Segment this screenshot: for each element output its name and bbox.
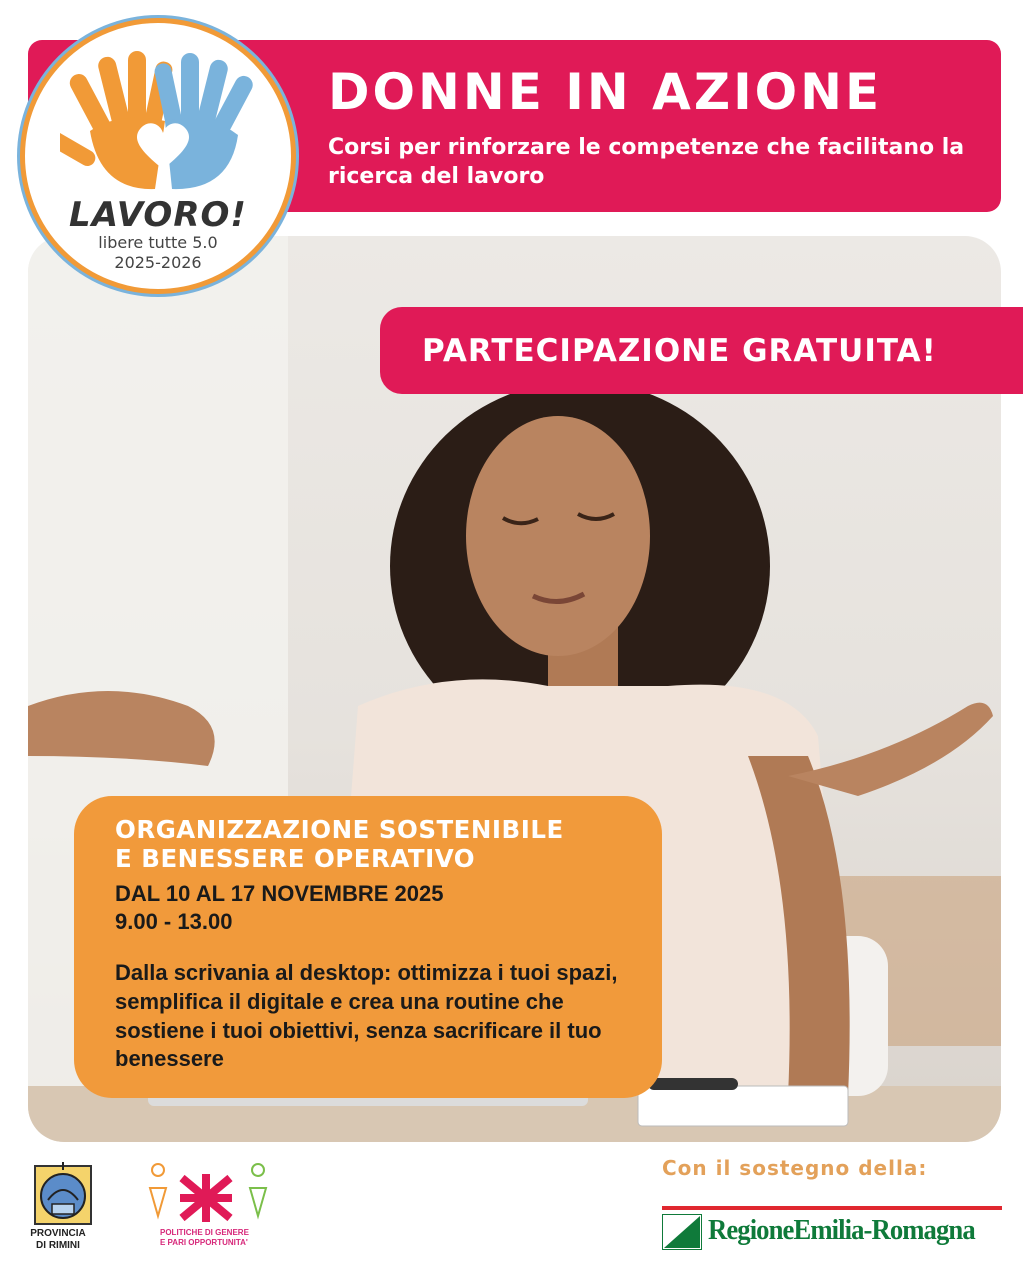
course-title	[115, 816, 638, 874]
hands-heart-icon	[60, 51, 260, 201]
provincia-line-2: DI RIMINI	[36, 1239, 80, 1251]
support-text: Con il sostegno della:	[662, 1156, 928, 1180]
logo-word: LAVORO!	[69, 195, 247, 235]
page-subtitle: Corsi per rinforzare le competenze che facilitano la ricerca del lavoro	[328, 135, 965, 190]
logo-line-2: 2025-2026	[114, 253, 202, 272]
course-schedule	[115, 880, 638, 937]
logo-line-1: libere tutte 5.0	[98, 233, 218, 252]
free-participation-banner	[380, 307, 1023, 394]
course-title-line-2: E BENESSERE OPERATIVO	[115, 843, 476, 873]
politiche-label	[160, 1228, 280, 1247]
course-title-line-1: ORGANIZZAZIONE SOSTENIBILE	[115, 815, 564, 844]
course-hours: 9.00 - 13.00	[115, 909, 233, 935]
provincia-rimini-crest-icon	[34, 1160, 92, 1226]
free-participation-text: PARTECIPAZIONE GRATUITA!	[422, 332, 937, 369]
course-info-box	[74, 796, 662, 1098]
regione-flag-icon	[662, 1214, 702, 1250]
course-description: Dalla scrivania al desktop: ottimizza i tuoi spazi, semplifica il digitale e crea una routine che sostiene i tuoi obiettivi, senza sacrificare il tuo benessere	[115, 960, 618, 1072]
logo-edition	[25, 233, 291, 273]
pari-opportunita-logo-icon	[140, 1160, 280, 1226]
lavoro-logo	[20, 18, 296, 294]
page-title: DONNE IN AZIONE	[328, 63, 883, 121]
politiche-line-2: E PARI OPPORTUNITA'	[160, 1237, 248, 1247]
course-dates: DAL 10 AL 17 NOVEMBRE 2025	[115, 880, 444, 906]
politiche-line-1: POLITICHE DI GENERE	[160, 1228, 249, 1237]
provincia-line-1: PROVINCIA	[30, 1228, 86, 1239]
regione-name: RegioneEmilia-Romagna	[708, 1214, 975, 1246]
provincia-label	[26, 1228, 90, 1251]
region-red-line	[662, 1206, 1002, 1210]
